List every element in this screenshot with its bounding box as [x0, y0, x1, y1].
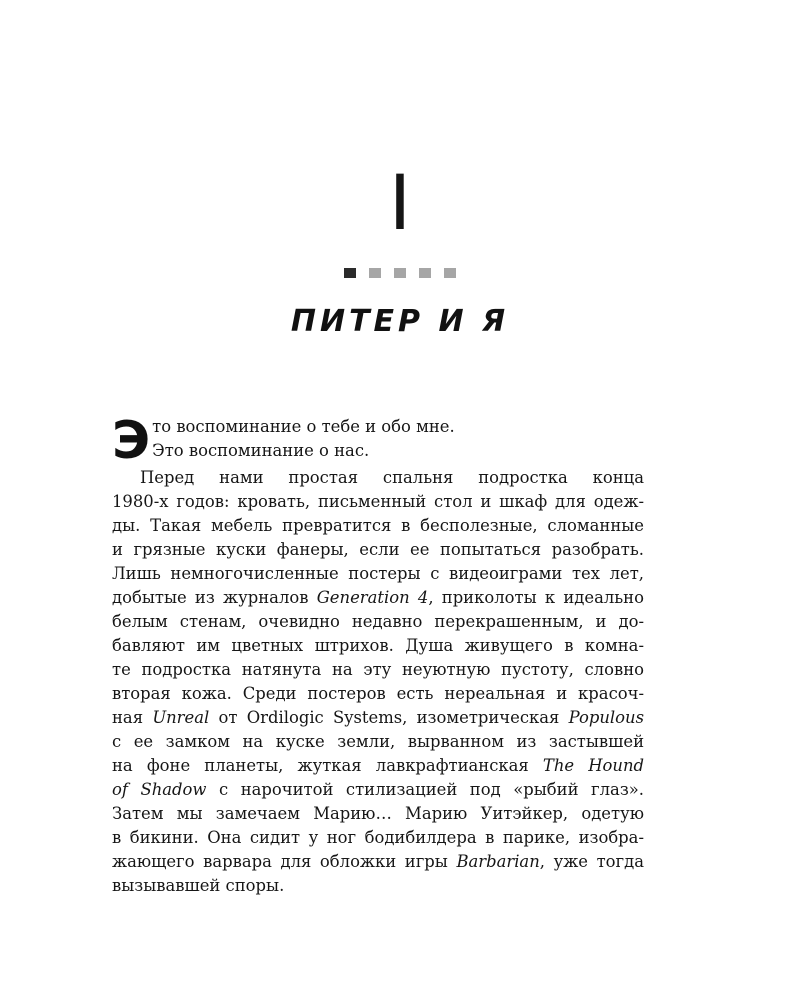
game-title: Unreal — [152, 708, 210, 727]
text-line: в бикини. Она сидит у ног бодибилдера в парике, изобра- — [112, 828, 644, 847]
text-line: 1980-х годов: кровать, письменный стол и шкаф для одеж- — [112, 492, 644, 511]
ornament-square — [369, 268, 381, 278]
text-segment: на фоне планеты, жуткая лавкрафтианская — [112, 756, 543, 775]
text-line: Затем мы замечаем Марию… Марию Уитэйкер, одетую — [112, 804, 644, 823]
text-segment: жающего варвара для обложки игры — [112, 852, 457, 871]
ornament-square — [394, 268, 406, 278]
drop-cap: Э — [112, 411, 151, 471]
text-line: белым стенам, очевидно недавно перекрашенным, и до- — [112, 612, 644, 631]
text-line: и грязные куски фанеры, если ее попытаться разобрать. — [112, 540, 644, 559]
text-line: ды. Такая мебель превратится в бесполезные, сломанные — [112, 516, 644, 535]
text-line: вызывавшей споры. — [112, 876, 285, 895]
text-line: то воспоминание о тебе и обо мне. — [152, 417, 455, 436]
text-line: с ее замком на куске земли, вырванном из застывшей — [112, 732, 644, 751]
text-line: вторая кожа. Среди постеров есть нереальная и красоч- — [112, 684, 644, 703]
text-segment: , приколоты к идеально — [428, 588, 644, 607]
text-line: Это воспоминание о нас. — [152, 441, 370, 460]
text-line — [112, 850, 644, 874]
ornament-square — [444, 268, 456, 278]
text-line — [112, 778, 644, 802]
ornament-square-active — [344, 268, 356, 278]
magazine-title: Generation 4 — [316, 588, 429, 607]
text-line — [112, 586, 644, 610]
chapter-ornament — [0, 268, 800, 278]
text-segment: от Ordilogic Systems, изометрическая — [209, 708, 569, 727]
game-title: Barbarian — [456, 852, 540, 871]
ornament-square — [419, 268, 431, 278]
game-title: of Shadow — [112, 780, 207, 799]
text-segment: ная — [112, 708, 153, 727]
game-title: The Hound — [542, 756, 645, 775]
chapter-title: ПИТЕР И Я — [290, 304, 510, 339]
text-segment: с нарочитой стилизацией под «рыбий глаз». — [206, 780, 645, 799]
chapter-number: I — [388, 158, 412, 247]
text-segment: добытые из журналов — [112, 588, 317, 607]
game-title: Populous — [568, 708, 644, 727]
text-line: Перед нами простая спальня подростка конца — [140, 468, 644, 487]
text-line — [112, 706, 644, 730]
text-line: Лишь немногочисленные постеры с видеоиграми тех лет, — [112, 564, 644, 583]
chapter-text — [112, 411, 645, 898]
text-line: бавляют им цветных штрихов. Душа живущего в комна- — [112, 636, 644, 655]
text-line: те подростка натянута на эту неуютную пустоту, словно — [112, 660, 644, 679]
text-segment: , уже тогда — [539, 852, 644, 871]
text-line — [112, 754, 644, 778]
